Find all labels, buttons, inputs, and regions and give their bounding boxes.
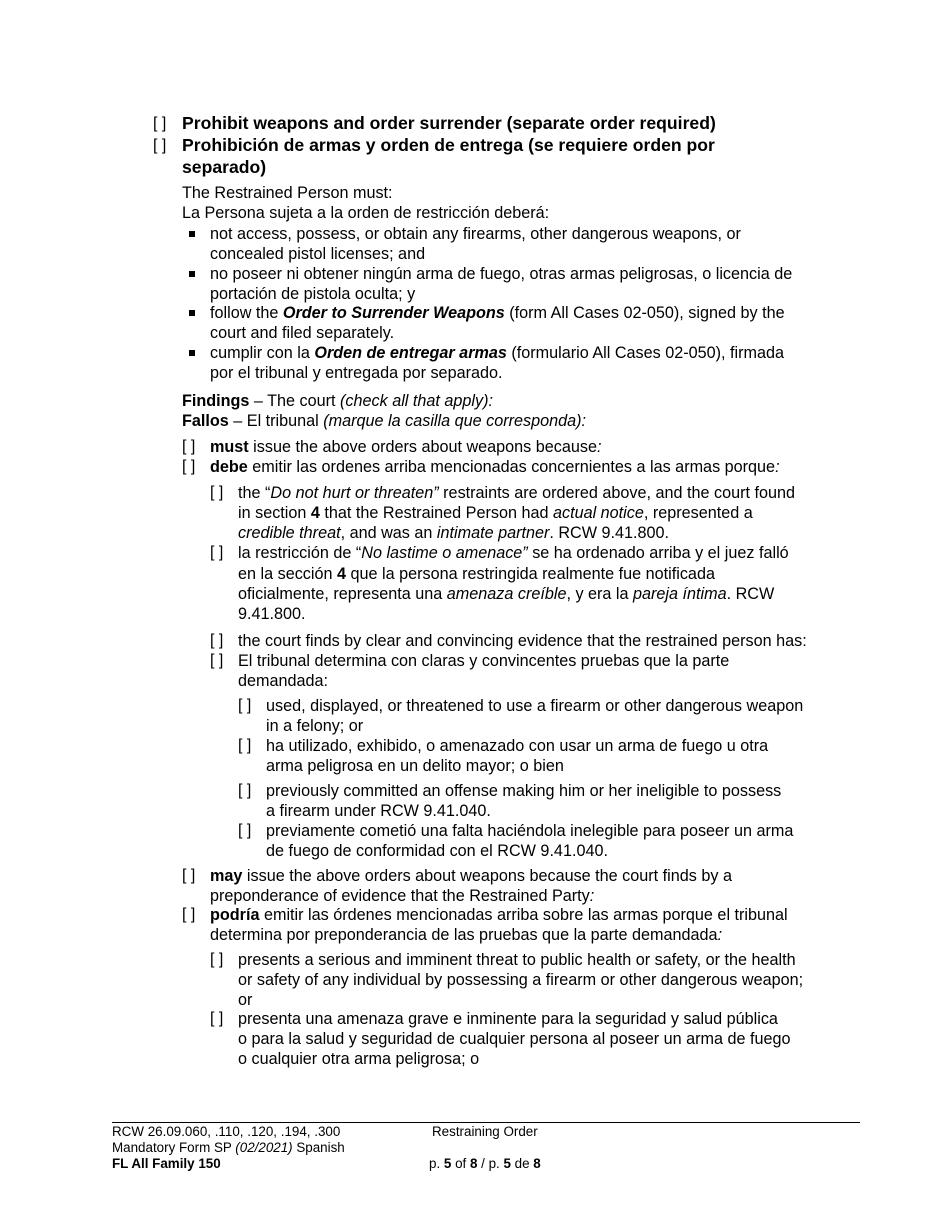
clear-es-line-2: demandada:: [238, 672, 329, 690]
bullet-2-line-1: no poseer ni obtener ningún arma de fuego, otras armas peligrosas, o licencia de: [210, 265, 793, 283]
threat-en-line-2: or safety of any individual by possessing a firearm or other dangerous weapon;: [238, 971, 804, 989]
checkbox-prohibicion-armas[interactable]: [ ]: [153, 137, 167, 154]
footer-title: Restraining Order: [432, 1124, 538, 1139]
footer-divider: [112, 1122, 860, 1123]
dnht-en-line-1: the “Do not hurt or threaten” restraints are ordered above, and the court found: [238, 484, 796, 502]
footer-mandatory-form: Mandatory Form SP (02/2021) Spanish: [112, 1140, 345, 1155]
used-en-line-1: used, displayed, or threatened to use a firearm or other dangerous weapon: [266, 697, 804, 715]
used-es-line-2: arma peligrosa en un delito mayor; o bien: [266, 757, 564, 775]
bullet-icon: [189, 310, 195, 316]
threat-es-line-2: o para la salud y seguridad de cualquier persona al poseer un arma de fuego: [238, 1030, 791, 1048]
dnht-es-line-3: oficialmente, representa una amenaza creíble, y era la pareja íntima. RCW: [238, 585, 775, 603]
prev-es-line-2: de fuego de conformidad con el RCW 9.41.040.: [266, 842, 608, 860]
bullet-4-line-2: por el tribunal y entregada por separado.: [210, 364, 503, 382]
bullet-4-line-1: cumplir con la Orden de entregar armas (formulario All Cases 02-050), firmada: [210, 344, 784, 362]
threat-es-line-1: presenta una amenaza grave e inminente para la seguridad y salud pública: [238, 1010, 778, 1028]
used-es-line-1: ha utilizado, exhibido, o amenazado con usar un arma de fuego u otra: [266, 737, 769, 755]
prev-en-line-1: previously committed an offense making him or her ineligible to possess: [266, 782, 782, 800]
checkbox-previously-committed[interactable]: [ ]: [238, 782, 252, 799]
bullet-3-line-1: follow the Order to Surrender Weapons (form All Cases 02-050), signed by the: [210, 304, 785, 322]
dnht-es-line-2: en la sección 4 que la persona restringida realmente fue notificada: [238, 565, 715, 583]
checkbox-must[interactable]: [ ]: [182, 438, 196, 455]
dnht-es-line-4: 9.41.800.: [238, 605, 306, 623]
checkbox-debe[interactable]: [ ]: [182, 458, 196, 475]
checkbox-no-lastime[interactable]: [ ]: [210, 544, 224, 561]
checkbox-claras-pruebas[interactable]: [ ]: [210, 652, 224, 669]
clear-es-line-1: El tribunal determina con claras y convincentes pruebas que la parte: [238, 652, 730, 670]
footer-page-number: p. 5 of 8 / p. 5 de 8: [429, 1156, 541, 1171]
may-en-line-1: may issue the above orders about weapons because the court finds by a: [210, 867, 732, 885]
clear-en: the court finds by clear and convincing evidence that the restrained person has:: [238, 632, 807, 650]
checkbox-ha-utilizado[interactable]: [ ]: [238, 737, 252, 754]
findings-es: Fallos – El tribunal (marque la casilla que corresponda):: [182, 412, 586, 430]
bullet-3-line-2: court and filed separately.: [210, 324, 395, 342]
may-es-line-2: determina por preponderancia de las pruebas que la parte demandada:: [210, 926, 723, 944]
bullet-icon: [189, 350, 195, 356]
threat-en-line-1: presents a serious and imminent threat to public health or safety, or the health: [238, 951, 796, 969]
prev-en-line-2: a firearm under RCW 9.41.040.: [266, 802, 491, 820]
checkbox-previamente[interactable]: [ ]: [238, 822, 252, 839]
restrained-must-en: The Restrained Person must:: [182, 184, 393, 202]
threat-en-line-3: or: [238, 991, 253, 1009]
may-en-line-2: preponderance of evidence that the Restrained Party:: [210, 887, 595, 905]
dnht-en-line-3: credible threat, and was an intimate partner. RCW 9.41.800.: [238, 524, 670, 542]
heading-en: Prohibit weapons and order surrender (separate order required): [182, 113, 716, 133]
used-en-line-2: in a felony; or: [266, 717, 364, 735]
must-es: debe emitir las ordenes arriba mencionadas concernientes a las armas porque:: [210, 458, 780, 476]
heading-es-cont: separado): [182, 157, 267, 177]
checkbox-prohibit-weapons[interactable]: [ ]: [153, 115, 167, 132]
checkbox-clear-evidence[interactable]: [ ]: [210, 632, 224, 649]
bullet-icon: [189, 231, 195, 237]
dnht-es-line-1: la restricción de “No lastime o amenace” se ha ordenado arriba y el juez falló: [238, 544, 789, 562]
must-en: must issue the above orders about weapons because:: [210, 438, 602, 456]
checkbox-do-not-hurt[interactable]: [ ]: [210, 484, 224, 501]
dnht-en-line-2: in section 4 that the Restrained Person had actual notice, represented a: [238, 504, 753, 522]
heading-es: Prohibición de armas y orden de entrega (se requiere orden por: [182, 135, 715, 155]
bullet-1-line-1: not access, possess, or obtain any firearms, other dangerous weapons, or: [210, 225, 741, 243]
checkbox-amenaza-grave[interactable]: [ ]: [210, 1010, 224, 1027]
footer-form-id: FL All Family 150: [112, 1156, 221, 1171]
checkbox-podria[interactable]: [ ]: [182, 906, 196, 923]
checkbox-may[interactable]: [ ]: [182, 867, 196, 884]
findings-en: Findings – The court (check all that apply):: [182, 392, 493, 410]
checkbox-serious-threat[interactable]: [ ]: [210, 951, 224, 968]
restrained-must-es: La Persona sujeta a la orden de restricción deberá:: [182, 204, 550, 222]
checkbox-used-firearm[interactable]: [ ]: [238, 697, 252, 714]
bullet-icon: [189, 271, 195, 277]
bullet-1-line-2: concealed pistol licenses; and: [210, 245, 426, 263]
may-es-line-1: podría emitir las órdenes mencionadas arriba sobre las armas porque el tribunal: [210, 906, 788, 924]
footer-rcw: RCW 26.09.060, .110, .120, .194, .300: [112, 1124, 341, 1139]
prev-es-line-1: previamente cometió una falta haciéndola inelegible para poseer un arma: [266, 822, 794, 840]
threat-es-line-3: o cualquier otra arma peligrosa; o: [238, 1050, 480, 1068]
bullet-2-line-2: portación de pistola oculta; y: [210, 285, 416, 303]
